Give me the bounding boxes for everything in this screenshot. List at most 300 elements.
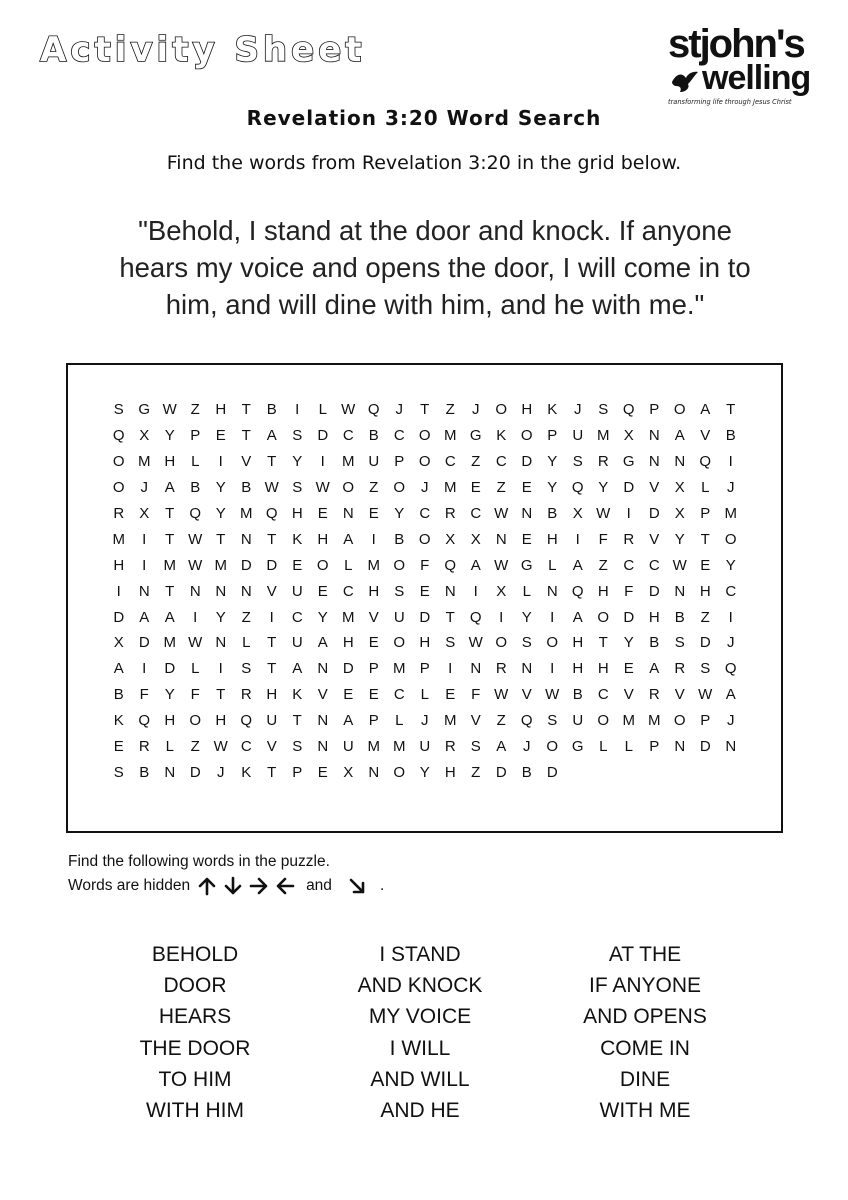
grid-letter: Q — [189, 505, 202, 522]
instructions: Find the words from Revelation 3:20 in the grid below. — [166, 152, 682, 174]
grid-letter: I — [116, 582, 121, 600]
grid-letter: K — [113, 712, 124, 730]
word-item: AND WILL — [370, 1067, 470, 1091]
grid-letter: R — [648, 686, 660, 704]
grid-letter: D — [648, 582, 660, 600]
grid-letter: O — [112, 453, 125, 471]
grid-letter: N — [674, 453, 686, 471]
grid-letter: S — [394, 582, 405, 600]
grid-letter: A — [674, 427, 685, 445]
grid-letter: L — [701, 479, 710, 497]
grid-letter: M — [112, 530, 125, 548]
grid-letter: Q — [444, 556, 457, 574]
word-item: DOOR — [163, 974, 227, 998]
grid-letter: H — [368, 582, 380, 600]
grid-letter: S — [292, 427, 303, 445]
grid-letter: X — [674, 505, 685, 522]
direction-instructions — [68, 875, 384, 897]
grid-letter: M — [367, 556, 380, 574]
grid-letter: O — [495, 634, 508, 652]
grid-letter: Y — [164, 686, 175, 704]
grid-letter: H — [546, 530, 558, 548]
grid-letter: J — [727, 634, 735, 652]
grid-letter: D — [623, 608, 635, 626]
grid-letter: W — [264, 479, 279, 497]
grid-letter: T — [165, 530, 175, 548]
grid-letter: L — [318, 401, 327, 419]
grid-letter: D — [419, 608, 431, 626]
grid-letter: I — [371, 530, 376, 548]
grid-letter: W — [188, 530, 203, 548]
grid-letter: V — [368, 608, 379, 626]
grid-letter: Z — [241, 608, 251, 626]
grid-letter: S — [470, 738, 481, 756]
grid-letter: Y — [725, 556, 736, 574]
grid-letter: B — [113, 686, 124, 704]
grid-letter: A — [700, 401, 711, 419]
grid-letter: D — [240, 556, 252, 574]
grid-letter: L — [624, 738, 633, 756]
grid-letter: W — [468, 634, 483, 652]
grid-letter: A — [164, 608, 175, 626]
grid-letter: C — [597, 686, 609, 704]
grid-letter: I — [626, 505, 631, 522]
grid-letter: J — [421, 479, 429, 497]
grid-letter: J — [574, 401, 582, 419]
grid-letter: L — [165, 738, 174, 756]
grid-letter: W — [341, 401, 356, 419]
grid-letter: M — [240, 505, 253, 522]
grid-letter: E — [368, 634, 379, 652]
grid-letter: T — [165, 582, 175, 600]
grid-letter: T — [700, 530, 710, 548]
grid-letter: O — [520, 427, 533, 445]
grid-letter: F — [139, 686, 149, 704]
grid-letter: H — [215, 401, 227, 419]
grid-letter: B — [368, 427, 379, 445]
grid-letter: N — [215, 634, 227, 652]
grid-letter: B — [572, 686, 583, 704]
grid-letter: Z — [496, 479, 506, 497]
grid-letter: Y — [292, 453, 303, 471]
dove-icon — [670, 68, 700, 94]
grid-letter: R — [240, 686, 252, 704]
grid-letter: O — [393, 479, 406, 497]
grid-letter: I — [218, 453, 223, 471]
grid-letter: S — [113, 763, 124, 781]
subtitle: Revelation 3:20 Word Search — [246, 106, 602, 130]
word-item: AND OPENS — [583, 1005, 707, 1029]
grid-letter: T — [241, 401, 251, 419]
grid-letter: P — [368, 660, 379, 678]
grid-letter: S — [598, 401, 609, 419]
grid-letter: M — [724, 505, 737, 522]
grid-letter: E — [521, 479, 532, 497]
grid-letter: P — [394, 453, 405, 471]
grid-letter: O — [546, 634, 559, 652]
grid-letter: O — [418, 427, 431, 445]
word-item: TO HIM — [158, 1067, 232, 1091]
grid-letter: P — [700, 505, 711, 522]
grid-letter: P — [547, 427, 558, 445]
grid-letter: M — [393, 738, 406, 756]
grid-letter: M — [622, 712, 635, 730]
verse: "Behold, I stand at the door and knock. If anyone hears my voice and opens the door, I will come in to him, and will dine with him, and he with me." — [119, 215, 751, 320]
grid-letter: H — [572, 634, 584, 652]
grid-letter: H — [597, 660, 609, 678]
grid-letter: H — [419, 634, 431, 652]
grid-letter: G — [622, 453, 635, 471]
grid-letter: U — [291, 634, 303, 652]
grid-letter: H — [113, 556, 125, 574]
grid-letter: N — [317, 660, 329, 678]
grid-letter: T — [445, 608, 455, 626]
grid-letter: Q — [469, 608, 482, 626]
word-item: WITH ME — [599, 1099, 691, 1123]
grid-letter: X — [470, 530, 481, 548]
grid-letter: W — [188, 556, 203, 574]
grid-letter: I — [269, 608, 274, 626]
grid-letter: L — [344, 556, 353, 574]
grid-letter: F — [190, 686, 200, 704]
grid-letter: Q — [699, 453, 712, 471]
grid-letter: M — [444, 712, 457, 730]
grid-letter: I — [193, 608, 198, 626]
grid-letter: U — [572, 712, 584, 730]
grid-letter: N — [342, 505, 354, 522]
grid-letter: J — [727, 479, 735, 497]
grid-letter: O — [546, 738, 559, 756]
grid-letter: D — [317, 427, 329, 445]
grid-letter: V — [317, 686, 328, 704]
grid-letter: T — [292, 712, 302, 730]
grid-letter: W — [494, 556, 509, 574]
grid-letter: I — [550, 608, 555, 626]
grid-letter: Y — [547, 479, 558, 497]
grid-letter: K — [292, 530, 303, 548]
grid-letter: C — [393, 686, 405, 704]
grid-letter: M — [138, 453, 151, 471]
grid-letter: B — [266, 401, 277, 419]
grid-letter: O — [673, 712, 686, 730]
grid-letter: A — [139, 608, 150, 626]
logo-tagline: transforming life through Jesus Christ — [668, 98, 792, 106]
word-item: COME IN — [600, 1036, 690, 1060]
grid-letter: H — [648, 608, 660, 626]
word-item: MY VOICE — [368, 1005, 472, 1029]
grid-letter: H — [266, 686, 278, 704]
grid-letter: N — [495, 530, 507, 548]
grid-letter: X — [113, 634, 124, 652]
grid-letter: Y — [215, 608, 226, 626]
word-item: HEARS — [158, 1005, 232, 1029]
grid-letter: V — [266, 738, 277, 756]
grid-letter: Z — [445, 401, 455, 419]
grid-letter: D — [164, 660, 176, 678]
grid-letter: Y — [547, 453, 558, 471]
grid-letter: H — [444, 763, 456, 781]
grid-letter: O — [673, 401, 686, 419]
grid-letter: Q — [571, 479, 584, 497]
grid-letter: A — [317, 634, 328, 652]
grid-letter: E — [445, 686, 456, 704]
grid-letter: L — [522, 582, 531, 600]
grid-letter: H — [317, 530, 329, 548]
grid-letter: I — [550, 660, 555, 678]
word-item: AT THE — [608, 943, 682, 966]
grid-letter: L — [395, 712, 404, 730]
grid-letter: S — [700, 660, 711, 678]
grid-letter: J — [140, 479, 148, 497]
grid-letter: I — [473, 582, 478, 600]
grid-letter: R — [113, 505, 125, 522]
grid-letter: N — [164, 763, 176, 781]
grid-letter: O — [597, 608, 610, 626]
grid-letter: B — [241, 479, 252, 497]
grid-letter: Y — [674, 530, 685, 548]
word-item: DINE — [619, 1067, 671, 1091]
grid-letter: E — [215, 427, 226, 445]
grid-letter: G — [469, 427, 482, 445]
grid-letter: B — [547, 505, 558, 522]
grid-letter: D — [189, 763, 201, 781]
grid-letter: O — [393, 634, 406, 652]
grid-letter: D — [699, 634, 711, 652]
grid-letter: Z — [598, 556, 608, 574]
grid-letter: Y — [317, 608, 328, 626]
grid-letter: Z — [190, 401, 200, 419]
find-instructions: Find the following words in the puzzle. — [68, 853, 330, 870]
grid-letter: M — [444, 479, 457, 497]
grid-letter: K — [292, 686, 303, 704]
grid-letter: J — [472, 401, 480, 419]
grid-letter: H — [699, 582, 711, 600]
grid-letter: B — [521, 763, 532, 781]
grid-letter: E — [623, 660, 634, 678]
grid-letter: O — [342, 479, 355, 497]
grid-letter: D — [648, 505, 660, 522]
grid-letter: M — [444, 427, 457, 445]
grid-letter: N — [317, 712, 329, 730]
grid-letter: Y — [164, 427, 175, 445]
grid-letter: I — [728, 608, 733, 626]
grid-letter: X — [674, 479, 685, 497]
grid-letter: K — [241, 763, 252, 781]
grid-letter: C — [444, 453, 456, 471]
grid-letter: J — [395, 401, 403, 419]
grid-letter: B — [139, 763, 150, 781]
grid-letter: L — [548, 556, 557, 574]
grid-letter: Q — [724, 660, 737, 678]
grid-letter: H — [164, 712, 176, 730]
grid-letter: O — [316, 556, 329, 574]
down-arrow-icon — [222, 875, 244, 897]
grid-letter: I — [728, 453, 733, 471]
grid-letter: C — [342, 582, 354, 600]
grid-letter: N — [648, 427, 660, 445]
grid-letter: J — [523, 738, 531, 756]
grid-letter: C — [240, 738, 252, 756]
grid-letter: W — [315, 479, 330, 497]
grid-letter: V — [649, 479, 660, 497]
word-item: IF ANYONE — [588, 974, 702, 998]
grid-letter: D — [113, 608, 125, 626]
word-item: AND KNOCK — [357, 974, 483, 998]
word-list-column-2 — [310, 939, 530, 1126]
grid-letter: I — [448, 660, 453, 678]
word-list-column-1 — [85, 939, 305, 1126]
grid-letter: H — [215, 712, 227, 730]
grid-letter: W — [545, 686, 560, 704]
grid-letter: E — [368, 686, 379, 704]
grid-letter: Z — [369, 479, 379, 497]
grid-letter: A — [292, 660, 303, 678]
grid-letter: E — [317, 763, 328, 781]
right-arrow-icon — [248, 875, 270, 897]
grid-letter: L — [599, 738, 608, 756]
direction-prefix: Words are hidden — [68, 877, 191, 894]
grid-letter: X — [572, 505, 583, 522]
grid-letter: Y — [419, 763, 430, 781]
grid-letter: D — [546, 763, 558, 781]
grid-letter: C — [725, 582, 737, 600]
grid-letter: P — [292, 763, 303, 781]
grid-letter: E — [113, 738, 124, 756]
grid-letter: Q — [112, 427, 125, 445]
grid-letter: O — [495, 401, 508, 419]
grid-letter: L — [242, 634, 251, 652]
grid-letter: O — [597, 712, 610, 730]
grid-letter: A — [164, 479, 175, 497]
direction-and: and — [306, 877, 332, 894]
grid-letter: Y — [623, 634, 634, 652]
grid-letter: U — [291, 582, 303, 600]
grid-letter: M — [163, 634, 176, 652]
grid-letter: I — [320, 453, 325, 471]
grid-letter: N — [648, 453, 660, 471]
grid-letter: Q — [622, 401, 635, 419]
grid-letter: M — [342, 608, 355, 626]
grid-letter: U — [342, 738, 354, 756]
grid-letter: N — [470, 660, 482, 678]
grid-letter: W — [494, 686, 509, 704]
grid-letter: J — [421, 712, 429, 730]
grid-letter: A — [470, 556, 481, 574]
grid-letter: T — [267, 634, 277, 652]
grid-letter: S — [445, 634, 456, 652]
grid-letter: E — [292, 556, 303, 574]
grid-letter: Q — [240, 712, 253, 730]
grid-letter: U — [419, 738, 431, 756]
grid-letter: Z — [496, 712, 506, 730]
grid-letter: P — [700, 712, 711, 730]
grid-letter: U — [368, 453, 380, 471]
grid-letter: O — [189, 712, 202, 730]
grid-letter: N — [444, 582, 456, 600]
grid-letter: S — [547, 712, 558, 730]
grid-letter: X — [343, 763, 354, 781]
grid-letter: N — [546, 582, 558, 600]
grid-letter: N — [240, 582, 252, 600]
grid-letter: Q — [520, 712, 533, 730]
grid-letter: M — [342, 453, 355, 471]
grid-letter: T — [726, 401, 736, 419]
grid-letter: V — [266, 582, 277, 600]
grid-letter: N — [368, 763, 380, 781]
grid-letter: Y — [598, 479, 609, 497]
grid-letter: M — [393, 660, 406, 678]
grid-letter: C — [291, 608, 303, 626]
grid-letter: N — [521, 660, 533, 678]
grid-letter: P — [649, 738, 660, 756]
grid-letter: E — [317, 582, 328, 600]
grid-letter: S — [292, 738, 303, 756]
grid-letter: A — [266, 427, 277, 445]
grid-letter: R — [444, 505, 456, 522]
grid-letter: E — [419, 582, 430, 600]
grid-letter: D — [623, 479, 635, 497]
grid-letter: I — [142, 660, 147, 678]
grid-letter: B — [674, 608, 685, 626]
grid-letter: Y — [215, 505, 226, 522]
grid-letter: Z — [190, 738, 200, 756]
grid-letter: P — [419, 660, 430, 678]
grid-letter: V — [674, 686, 685, 704]
word-item: AND HE — [380, 1099, 460, 1123]
grid-letter: S — [241, 660, 252, 678]
grid-letter: N — [189, 582, 201, 600]
logo-line-1: stjohn's — [668, 22, 804, 66]
grid-letter: R — [674, 660, 686, 678]
grid-letter: D — [495, 763, 507, 781]
grid-letter: S — [572, 453, 583, 471]
grid-letter: U — [393, 608, 405, 626]
grid-letter: Z — [471, 763, 481, 781]
grid-letter: O — [393, 763, 406, 781]
grid-letter: B — [649, 634, 660, 652]
grid-letter: A — [725, 686, 736, 704]
grid-letter: T — [165, 505, 175, 522]
grid-letter: W — [596, 505, 611, 522]
word-item: WITH HIM — [146, 1099, 244, 1123]
grid-letter: E — [368, 505, 379, 522]
grid-letter: V — [241, 453, 252, 471]
down-right-arrow-icon — [346, 875, 368, 897]
grid-letter: G — [571, 738, 584, 756]
word-item: BEHOLD — [151, 943, 239, 966]
grid-letter: J — [727, 712, 735, 730]
grid-letter: Z — [700, 608, 710, 626]
grid-letter: C — [393, 427, 405, 445]
grid-letter: D — [521, 453, 533, 471]
grid-letter: H — [342, 634, 354, 652]
grid-letter: A — [343, 712, 354, 730]
grid-letter: M — [648, 712, 661, 730]
grid-letter: S — [292, 479, 303, 497]
grid-letter: L — [191, 660, 200, 678]
logo — [668, 24, 828, 104]
grid-letter: V — [470, 712, 481, 730]
page-heading: Activity Sheet — [40, 30, 366, 70]
grid-letter: E — [521, 530, 532, 548]
left-arrow-icon — [274, 875, 296, 897]
grid-letter: H — [521, 401, 533, 419]
grid-letter: R — [444, 738, 456, 756]
grid-letter: E — [700, 556, 711, 574]
grid-letter: A — [649, 660, 660, 678]
grid-letter: N — [725, 738, 737, 756]
grid-letter: L — [420, 686, 429, 704]
